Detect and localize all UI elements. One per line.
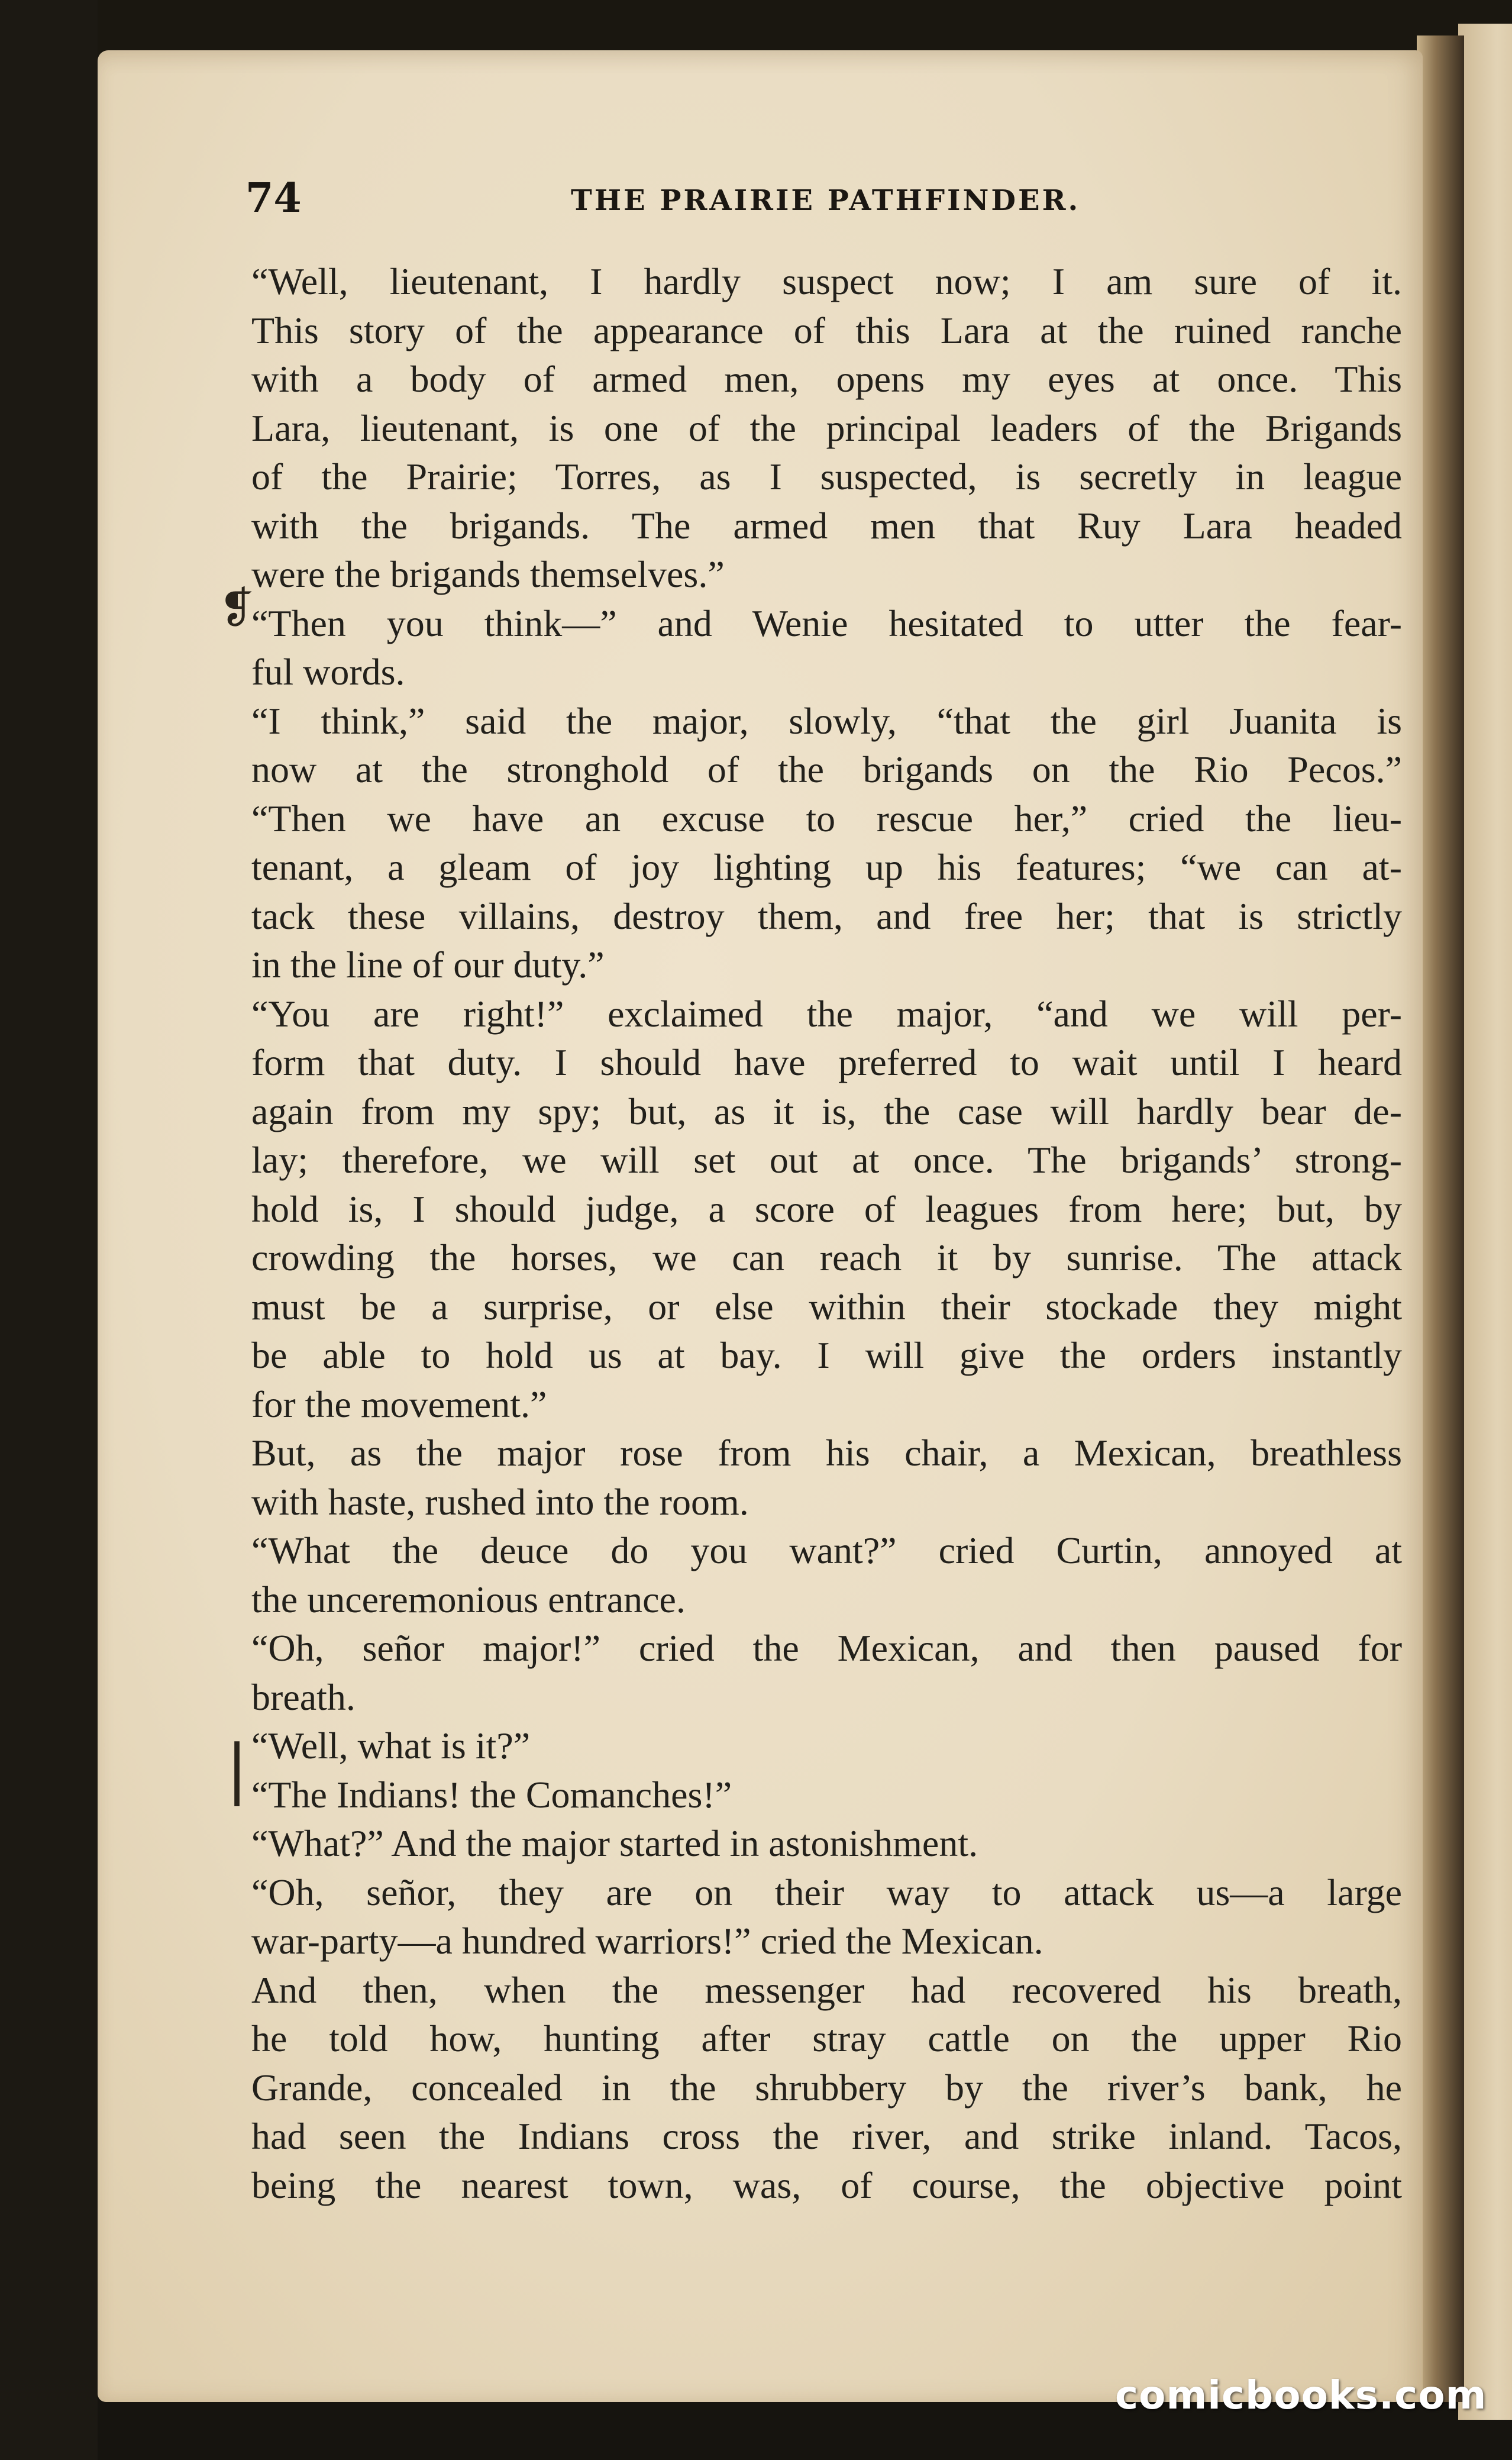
text-line: were the brigands themselves.” bbox=[251, 553, 725, 595]
text-line: lay; therefore, we will set out at once. The brigands’ strong- bbox=[251, 1139, 1402, 1181]
text-line: with the brigands. The armed men that Ruy Lara headed bbox=[251, 504, 1402, 547]
text-line: “Well, lieutenant, I hardly suspect now; I am sure of it. bbox=[251, 260, 1402, 302]
text-line: And then, when the messenger had recovered his breath, bbox=[251, 1968, 1402, 2011]
page-header bbox=[245, 172, 1399, 225]
text-line: breath. bbox=[251, 1675, 356, 1718]
text-line: tenant, a gleam of joy lighting up his features; “we can at- bbox=[251, 846, 1402, 888]
text-line: ful words. bbox=[251, 651, 405, 693]
text-line: “I think,” said the major, slowly, “that the girl Juanita is bbox=[251, 699, 1402, 742]
body-text bbox=[251, 257, 1402, 2210]
text-line: again from my spy; but, as it is, the case will hardly bear de- bbox=[251, 1090, 1402, 1132]
text-line: “You are right!” exclaimed the major, “and we will per- bbox=[251, 992, 1402, 1035]
text-line: form that duty. I should have preferred to wait until I heard bbox=[251, 1041, 1402, 1083]
text-line: be able to hold us at bay. I will give the orders instantly bbox=[251, 1334, 1402, 1376]
text-line: “Well, what is it?” bbox=[251, 1725, 531, 1767]
text-line: he told how, hunting after stray cattle on the upper Rio bbox=[251, 2017, 1402, 2059]
text-line: Lara, lieutenant, is one of the principal leaders of the Brigands bbox=[251, 406, 1402, 449]
text-line: Grande, concealed in the shrubbery by the river’s bank, he bbox=[251, 2066, 1402, 2109]
text-line: the unceremonious entrance. bbox=[251, 1578, 686, 1620]
text-line: had seen the Indians cross the river, and strike inland. Tacos, bbox=[251, 2115, 1402, 2157]
text-line: with haste, rushed into the room. bbox=[251, 1480, 749, 1523]
text-line: But, as the major rose from his chair, a Mexican, breathless bbox=[251, 1432, 1402, 1474]
text-line: in the line of our duty.” bbox=[251, 944, 605, 986]
facing-page-edge bbox=[1458, 24, 1512, 2420]
page-number: 74 bbox=[245, 175, 302, 222]
text-line: “What the deuce do you want?” cried Curtin, annoyed at bbox=[251, 1529, 1402, 1571]
text-line: “Then you think—” and Wenie hesitated to utter the fear- bbox=[251, 602, 1402, 644]
text-line: “The Indians! the Comanches!” bbox=[251, 1773, 732, 1816]
text-line: tack these villains, destroy them, and free her; that is strictly bbox=[251, 895, 1402, 937]
text-line: war-party—a hundred warriors!” cried the Mexican. bbox=[251, 1920, 1043, 1962]
text-line: for the movement.” bbox=[251, 1383, 547, 1425]
text-line: This story of the appearance of this Lara at the ruined ranche bbox=[251, 309, 1402, 351]
text-line: of the Prairie; Torres, as I suspected, is secretly in league bbox=[251, 456, 1402, 498]
text-line: “Then we have an excuse to rescue her,” cried the lieu- bbox=[251, 797, 1402, 840]
site-watermark: comicbooks.com bbox=[1115, 2372, 1487, 2418]
text-line: being the nearest town, was, of course, the objective point bbox=[251, 2164, 1402, 2206]
text-line: now at the stronghold of the brigands on the Rio Pecos.” bbox=[251, 748, 1402, 790]
background-top bbox=[0, 0, 1512, 56]
text-line: “What?” And the major started in astonishment. bbox=[251, 1822, 978, 1864]
background-left bbox=[0, 0, 98, 2460]
running-head: THE PRAIRIE PATHFINDER. bbox=[571, 184, 1081, 217]
text-line: hold is, I should judge, a score of leagues from here; but, by bbox=[251, 1187, 1402, 1230]
text-line: “Oh, señor, they are on their way to attack us—a large bbox=[251, 1871, 1402, 1913]
text-line: “Oh, señor major!” cried the Mexican, and then paused for bbox=[251, 1627, 1402, 1669]
text-line: with a body of armed men, opens my eyes at once. This bbox=[251, 358, 1402, 400]
margin-mark: ❡ bbox=[219, 583, 255, 632]
book-gutter bbox=[1417, 35, 1464, 2402]
margin-mark: | bbox=[226, 1731, 248, 1806]
text-line: must be a surprise, or else within their stockade they might bbox=[251, 1285, 1402, 1328]
text-line: crowding the horses, we can reach it by sunrise. The attack bbox=[251, 1237, 1402, 1279]
